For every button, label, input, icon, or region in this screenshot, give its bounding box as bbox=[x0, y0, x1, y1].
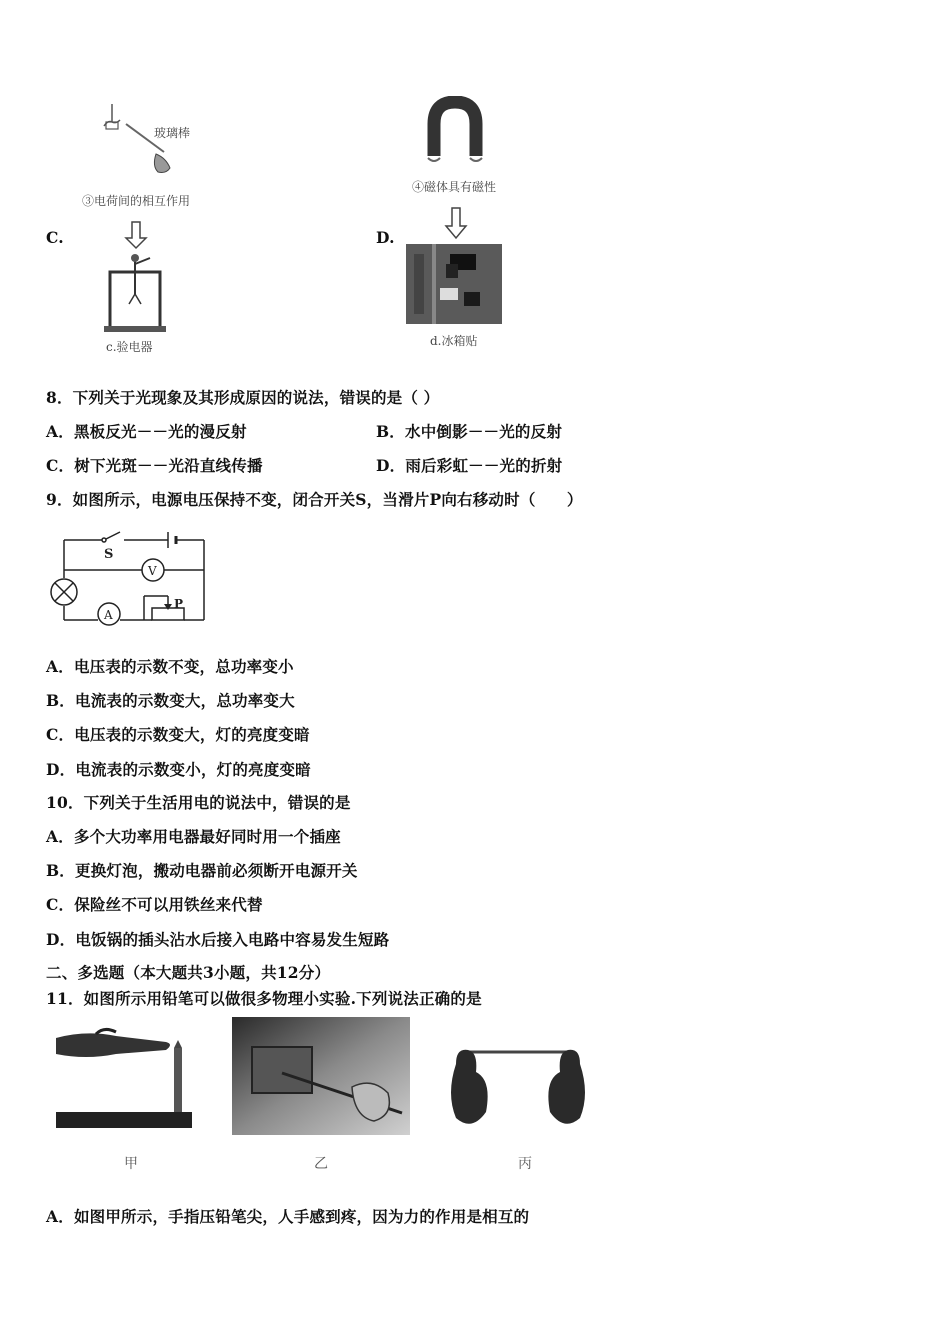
q10-option-d bbox=[46, 928, 389, 950]
q9-option-a bbox=[46, 655, 294, 677]
q10-stem: 10．下列关于生活用电的说法中，错误的是 bbox=[46, 793, 351, 812]
q10-option-d-text: 电饭锅的插头沾水后接入电路中容易发生短路 bbox=[75, 930, 390, 949]
q8-option-b-label: B． bbox=[376, 422, 406, 441]
figure-c-top-caption: ③电荷间的相互作用 bbox=[82, 194, 191, 208]
q10-option-b-label: B． bbox=[46, 861, 76, 880]
q9-option-b bbox=[46, 689, 295, 711]
slider-label: P bbox=[174, 597, 184, 611]
pencil-book-photo bbox=[232, 1017, 410, 1135]
q8-option-d-label: D． bbox=[376, 456, 406, 475]
q9-option-c-label: C． bbox=[46, 725, 75, 744]
section2-heading: 二、多选题（本大题共3小题，共12分） bbox=[46, 963, 331, 982]
switch-label: S bbox=[104, 547, 114, 562]
q11-stem: 11．如图所示用铅笔可以做很多物理小实验.下列说法正确的是 bbox=[46, 989, 482, 1008]
q11-figure-yi bbox=[232, 1017, 410, 1135]
q8-option-c-label: C． bbox=[46, 456, 75, 475]
q8-option-d bbox=[376, 454, 562, 476]
q11-caption-bing: 丙 bbox=[518, 1156, 532, 1172]
q10-option-a-label: A． bbox=[46, 827, 74, 846]
q8-option-d-text: 雨后彩虹－－光的折射 bbox=[405, 456, 563, 475]
fridge-photo-drawing bbox=[406, 244, 502, 324]
q11-option-a-text: 如图甲所示，手指压铅笔尖，人手感到疼，因为力的作用是相互的 bbox=[73, 1207, 530, 1226]
q10-option-b bbox=[46, 859, 358, 881]
q10-option-a-text: 多个大功率用电器最好同时用一个插座 bbox=[73, 827, 341, 846]
q10-option-b-text: 更换灯泡，搬动电器前必须断开电源开关 bbox=[75, 861, 358, 880]
horseshoe-magnet-drawing bbox=[420, 96, 490, 168]
q8-stem: 8．下列关于光现象及其形成原因的说法，错误的是（ ） bbox=[46, 388, 440, 407]
q10-option-c-text: 保险丝不可以用铁丝来代替 bbox=[74, 895, 263, 914]
q10-option-a bbox=[46, 825, 341, 847]
figure-magnet bbox=[420, 96, 490, 168]
q9-option-c bbox=[46, 723, 310, 745]
q10-option-c-label: C． bbox=[46, 895, 75, 914]
q9-option-d bbox=[46, 758, 311, 780]
q9-option-b-text: 电流表的示数变大，总功率变大 bbox=[75, 691, 295, 710]
q9-option-a-text: 电压表的示数不变，总功率变小 bbox=[73, 657, 294, 676]
option-d-label: D. bbox=[376, 228, 395, 247]
q8-option-a-label: A． bbox=[46, 422, 74, 441]
option-c-label: C. bbox=[46, 228, 64, 247]
figure-d-bottom-caption: d.冰箱贴 bbox=[430, 334, 478, 348]
q9-option-c-text: 电压表的示数变大，灯的亮度变暗 bbox=[74, 725, 310, 744]
q11-caption-jia: 甲 bbox=[124, 1156, 138, 1172]
q9-option-b-label: B． bbox=[46, 691, 76, 710]
electroscope-drawing bbox=[100, 252, 170, 334]
q11-caption-yi: 乙 bbox=[314, 1156, 328, 1172]
down-arrow-d bbox=[444, 206, 468, 240]
q9-stem: 9．如图所示，电源电压保持不变，闭合开关S，当滑片P向右移动时（ ） bbox=[46, 490, 583, 509]
q8-option-a bbox=[46, 420, 247, 442]
q8-option-c bbox=[46, 454, 263, 476]
voltmeter-label: V bbox=[148, 564, 157, 578]
hands-pencil-drawing bbox=[448, 1024, 588, 1136]
q11-option-a-label: A． bbox=[46, 1207, 74, 1226]
q10-option-c bbox=[46, 893, 263, 915]
figure-d-top-caption: ④磁体具有磁性 bbox=[412, 180, 497, 194]
q8-option-c-text: 树下光斑－－光沿直线传播 bbox=[74, 456, 263, 475]
q11-option-a bbox=[46, 1205, 529, 1227]
q11-figure-bing bbox=[448, 1024, 588, 1136]
q9-option-d-text: 电流表的示数变小，灯的亮度变暗 bbox=[75, 760, 311, 779]
ammeter-label: A bbox=[104, 608, 113, 622]
down-arrow-c bbox=[124, 220, 148, 250]
q10-option-d-label: D． bbox=[46, 930, 76, 949]
q9-option-d-label: D． bbox=[46, 760, 76, 779]
q8-option-b-text: 水中倒影－－光的反射 bbox=[405, 422, 563, 441]
figure-electroscope bbox=[100, 252, 170, 334]
q8-option-b bbox=[376, 420, 562, 442]
finger-pencil-drawing bbox=[56, 1026, 192, 1130]
q8-option-a-text: 黑板反光－－光的漫反射 bbox=[73, 422, 247, 441]
figure-fridge-magnet-photo bbox=[406, 244, 502, 324]
q9-circuit-diagram bbox=[44, 526, 216, 632]
figure-c-bottom-caption: c.验电器 bbox=[106, 340, 153, 354]
q9-option-a-label: A． bbox=[46, 657, 74, 676]
glass-rod-caption: 玻璃棒 bbox=[154, 126, 191, 140]
q11-figure-jia bbox=[56, 1026, 192, 1130]
